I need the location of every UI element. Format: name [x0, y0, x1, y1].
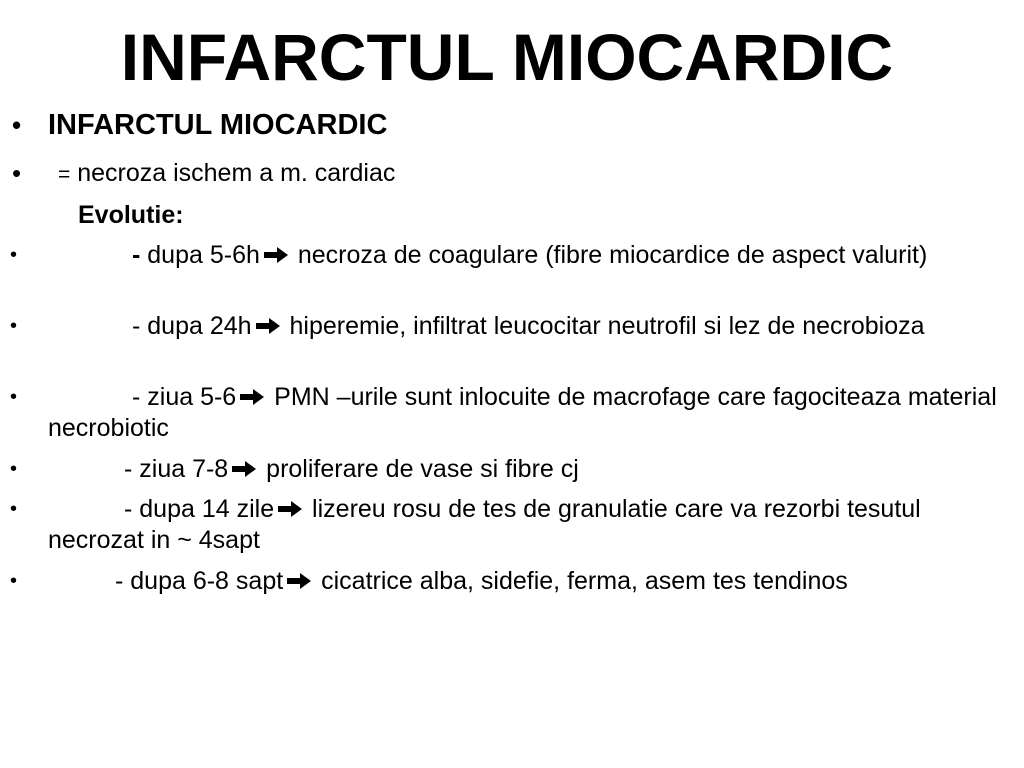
- bullet-marker: •: [12, 158, 22, 188]
- bullet-marker: •: [10, 244, 18, 266]
- bullet-marker: •: [10, 315, 18, 337]
- stage-description: PMN –urile sunt inlocuite de macrofage care fagociteaza material necrobiotic: [48, 383, 997, 442]
- list-item: [10, 240, 1008, 271]
- definition-text: necroza ischem a m. cardiac: [70, 159, 396, 187]
- right-arrow-icon: [255, 317, 281, 335]
- bullet-marker: •: [12, 110, 22, 140]
- bullet-marker: •: [10, 386, 18, 408]
- list-item: [10, 494, 1008, 556]
- stage-description: necroza de coagulare (fibre miocardice de aspect valurit): [290, 241, 928, 269]
- stage-time: - dupa 14 zile: [124, 495, 275, 523]
- bullet-marker: •: [10, 498, 18, 520]
- stage-time: dupa 5-6h: [140, 241, 260, 269]
- right-arrow-icon: [239, 388, 265, 406]
- right-arrow-icon: [277, 500, 303, 518]
- bullet-marker: •: [10, 570, 18, 592]
- evolutie-label: Evolutie:: [78, 201, 184, 229]
- slide-title: INFARCTUL MIOCARDIC: [120, 20, 894, 94]
- list-item: [10, 311, 1008, 342]
- stage-description: proliferare de vase si fibre cj: [259, 455, 579, 483]
- right-arrow-icon: [231, 460, 257, 478]
- stage-description: cicatrice alba, sidefie, ferma, asem tes tendinos: [314, 567, 848, 595]
- definition-eq: =: [58, 163, 71, 186]
- right-arrow-icon: [286, 572, 312, 590]
- list-item: [10, 454, 1008, 485]
- stage-time: - dupa 24h: [132, 312, 252, 340]
- bullet-marker: •: [10, 458, 18, 480]
- dash-marker: -: [132, 241, 141, 269]
- stage-time: - ziua 7-8: [124, 455, 229, 483]
- list-item: [12, 158, 1008, 190]
- stage-description: hiperemie, infiltrat leucocitar neutrofil si lez de necrobioza: [282, 312, 925, 340]
- stage-time: - dupa 6-8 sapt: [115, 567, 284, 595]
- stage-description: lizereu rosu de tes de granulatie care va rezorbi tesutul necrozat in ~ 4sapt: [48, 495, 921, 554]
- heading-text: INFARCTUL MIOCARDIC: [48, 109, 388, 141]
- list-item: [12, 108, 1008, 142]
- stage-time: - ziua 5-6: [132, 383, 237, 411]
- list-item: [10, 382, 1008, 444]
- right-arrow-icon: [263, 246, 289, 264]
- list-item: [10, 566, 1018, 597]
